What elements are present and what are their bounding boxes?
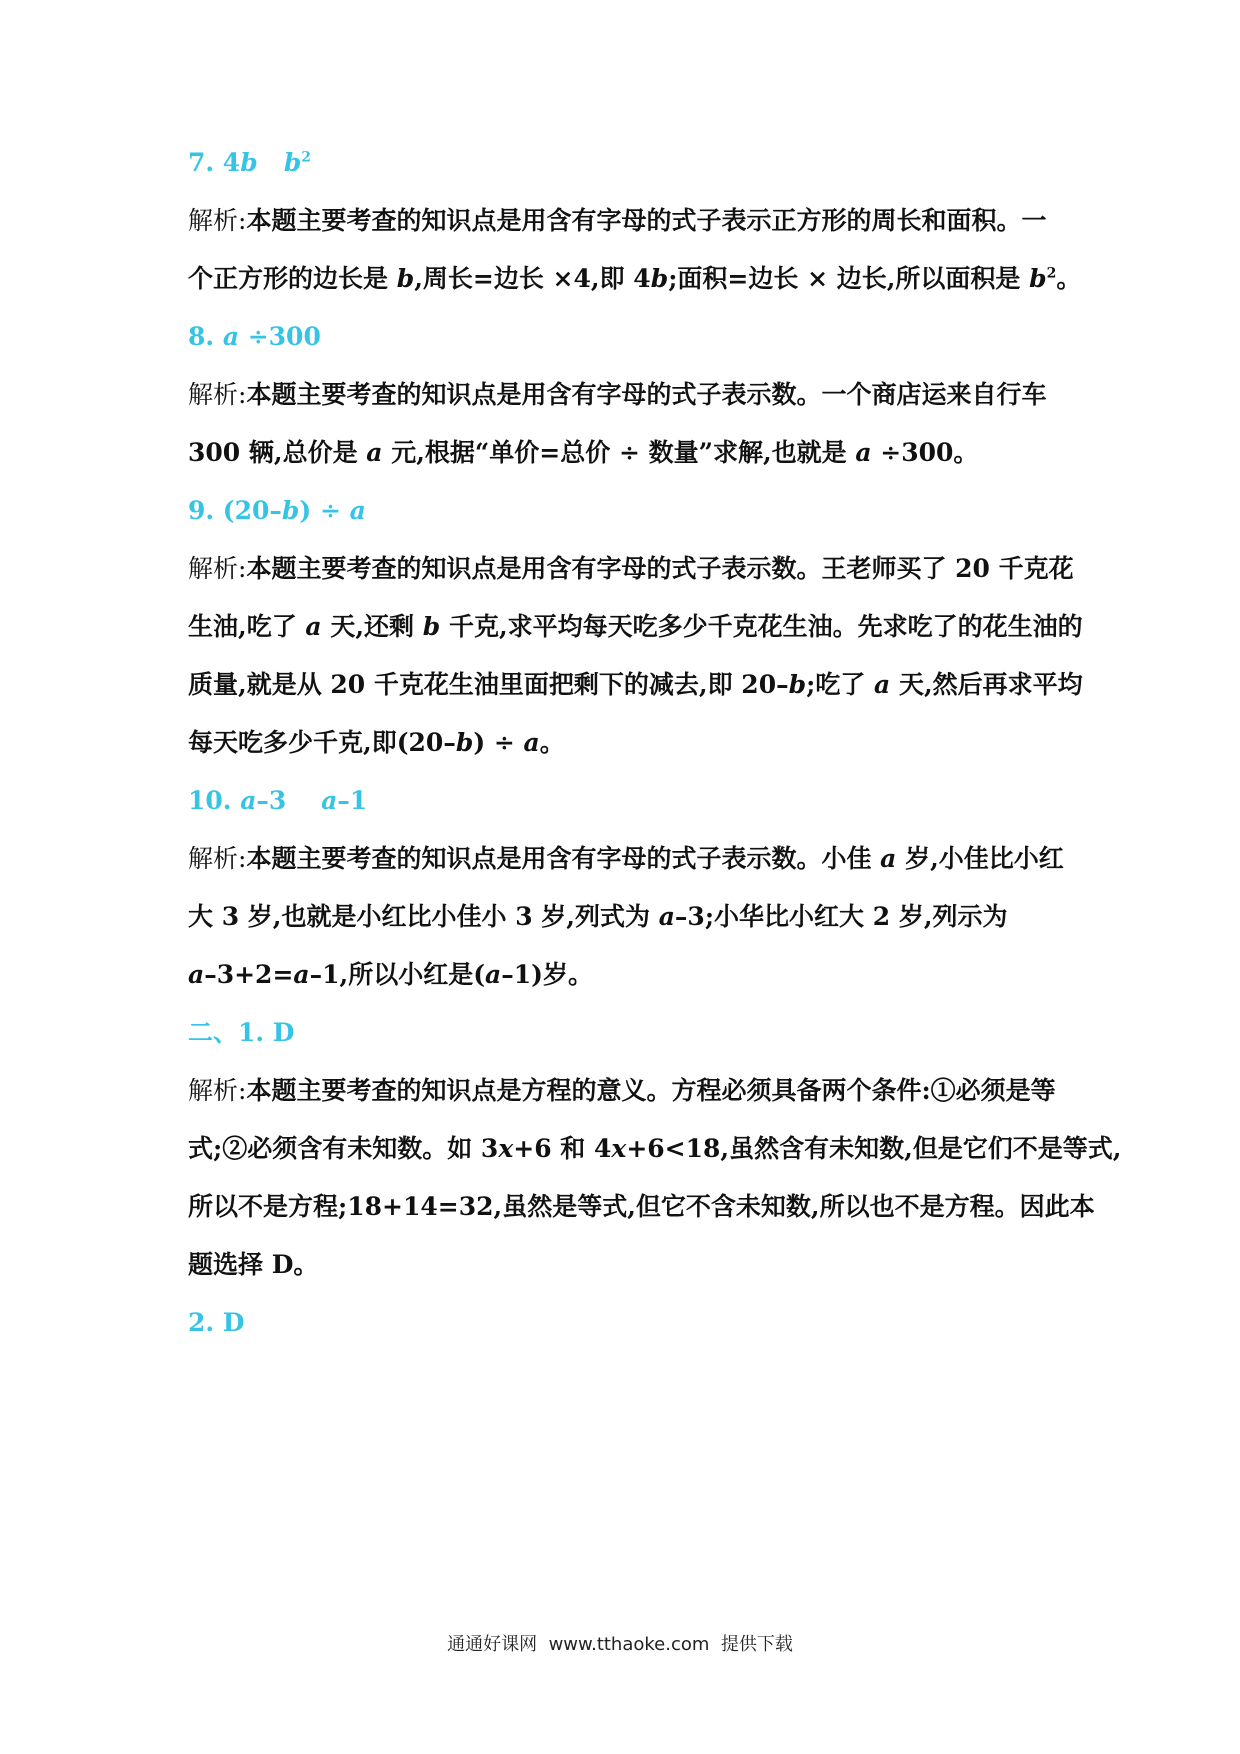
page-footer: 通通好课网 www.tthaoke.com 提供下载 (447, 1634, 793, 1655)
answer-number: 9. (20– (188, 496, 282, 525)
analysis-s2-1-line-4 (188, 1248, 318, 1282)
analysis-9-line-3 (188, 668, 1083, 702)
analysis-9-line-2 (188, 610, 1083, 644)
analysis-text: ;吃了 (806, 670, 875, 699)
analysis-s2-1-line-1 (188, 1074, 1056, 1108)
analysis-text: 生油,吃了 (188, 612, 306, 641)
analysis-variable: a (855, 438, 872, 467)
analysis-variable: b (455, 728, 474, 757)
analysis-text: ,周长=边长 ×4,即 4 (414, 264, 651, 293)
analysis-variable: x (611, 1134, 627, 1163)
analysis-9-line-1 (188, 552, 1074, 586)
analysis-text: –3;小华比小红大 2 岁,列示为 (674, 902, 1008, 931)
analysis-text: ) ÷ (473, 728, 524, 757)
analysis-8-line-2 (188, 436, 978, 470)
analysis-variable: a (305, 612, 322, 641)
analysis-10-line-3 (188, 958, 593, 992)
analysis-text: 。 (539, 728, 565, 757)
analysis-label: 解析: (188, 1076, 247, 1105)
answer-variable: a (349, 496, 366, 525)
analysis-variable: a (874, 670, 891, 699)
analysis-text: 。 (1056, 264, 1082, 293)
analysis-text: 岁,小佳比小红 (896, 844, 1064, 873)
answer-section2-2 (188, 1306, 244, 1340)
analysis-s2-1-line-2 (188, 1132, 1122, 1166)
analysis-text: 本题主要考查的知识点是用含有字母的式子表示数。一个商店运来自行车 (246, 380, 1047, 409)
analysis-text: 所以不是方程;18+14=32,虽然是等式,但它不含未知数,所以也不是方程。因此本 (188, 1192, 1095, 1221)
answer-text: –3 (256, 786, 322, 815)
analysis-variable: b (422, 612, 441, 641)
answer-7 (188, 146, 311, 180)
analysis-text: ;面积=边长 × 边长,所以面积是 (668, 264, 1030, 293)
analysis-variable: a (188, 960, 205, 989)
answer-text: –1 (337, 786, 368, 815)
analysis-text: 元,根据“单价=总价 ÷ 数量”求解,也就是 (382, 438, 856, 467)
analysis-text: –1)岁。 (501, 960, 593, 989)
answer-section2-1 (188, 1016, 294, 1050)
analysis-variable: a (658, 902, 675, 931)
analysis-exponent: 2 (1046, 265, 1057, 282)
analysis-variable: a (523, 728, 540, 757)
analysis-label: 解析: (188, 380, 247, 409)
analysis-text: 大 3 岁,也就是小红比小佳小 3 岁,列式为 (188, 902, 659, 931)
analysis-text: 300 辆,总价是 (188, 438, 367, 467)
analysis-text: –1,所以小红是( (309, 960, 486, 989)
analysis-text: 式;②必须含有未知数。如 3 (188, 1134, 499, 1163)
answer-8 (188, 320, 321, 354)
answer-variable: b (281, 496, 300, 525)
analysis-text: ÷300。 (871, 438, 979, 467)
answer-variable: b (240, 148, 258, 177)
analysis-label: 解析: (188, 206, 247, 235)
analysis-text: 本题主要考查的知识点是用含有字母的式子表示数。小佳 (246, 844, 881, 873)
answer-variable: a (222, 322, 240, 351)
answer-exponent: 2 (301, 149, 312, 166)
analysis-text: 题选择 D。 (188, 1250, 319, 1279)
analysis-text: 本题主要考查的知识点是用含有字母的式子表示正方形的周长和面积。一 (246, 206, 1047, 235)
answer-10 (188, 784, 367, 818)
analysis-text: 本题主要考查的知识点是用含有字母的式子表示数。王老师买了 20 千克花 (246, 554, 1074, 583)
analysis-variable: a (880, 844, 897, 873)
analysis-variable: a (293, 960, 310, 989)
analysis-variable: b (650, 264, 669, 293)
answer-number: 7. 4 (188, 148, 241, 177)
answer-text: ÷300 (239, 322, 321, 351)
answer-variable: a (240, 786, 257, 815)
analysis-text: 本题主要考查的知识点是方程的意义。方程必须具备两个条件:①必须是等 (246, 1076, 1056, 1105)
answer-9 (188, 494, 366, 528)
analysis-text: 质量,就是从 20 千克花生油里面把剩下的减去,即 20– (188, 670, 789, 699)
analysis-label: 解析: (188, 554, 247, 583)
analysis-10-line-1 (188, 842, 1064, 876)
analysis-text: 天,然后再求平均 (890, 670, 1083, 699)
answer-number: 8. (188, 322, 223, 351)
analysis-variable: b (1029, 264, 1047, 293)
analysis-text: –3+2= (204, 960, 294, 989)
answer-spacer (258, 148, 284, 177)
analysis-text: +6 和 4 (513, 1134, 612, 1163)
answer-text: ) ÷ (299, 496, 350, 525)
analysis-variable: a (485, 960, 502, 989)
analysis-10-line-2 (188, 900, 1008, 934)
answer-number: 10. (188, 786, 241, 815)
analysis-text: 个正方形的边长是 (188, 264, 397, 293)
analysis-8-line-1 (188, 378, 1046, 412)
analysis-7-line-1 (188, 204, 1046, 238)
answer-variable: b (283, 148, 302, 177)
analysis-text: +6<18,虽然含有未知数,但是它们不是等式, (626, 1134, 1122, 1163)
answer-number: 二、1. D (188, 1018, 295, 1047)
analysis-7-line-2 (188, 262, 1081, 296)
analysis-text: 每天吃多少千克,即(20– (188, 728, 456, 757)
analysis-text: 天,还剩 (321, 612, 423, 641)
answer-number: 2. D (188, 1308, 245, 1337)
analysis-label: 解析: (188, 844, 247, 873)
answer-variable: a (321, 786, 338, 815)
analysis-variable: x (498, 1134, 514, 1163)
analysis-9-line-4 (188, 726, 565, 760)
analysis-text: 千克,求平均每天吃多少千克花生油。先求吃了的花生油的 (440, 612, 1083, 641)
analysis-s2-1-line-3 (188, 1190, 1095, 1224)
analysis-variable: a (366, 438, 383, 467)
analysis-variable: b (396, 264, 415, 293)
analysis-variable: b (788, 670, 807, 699)
